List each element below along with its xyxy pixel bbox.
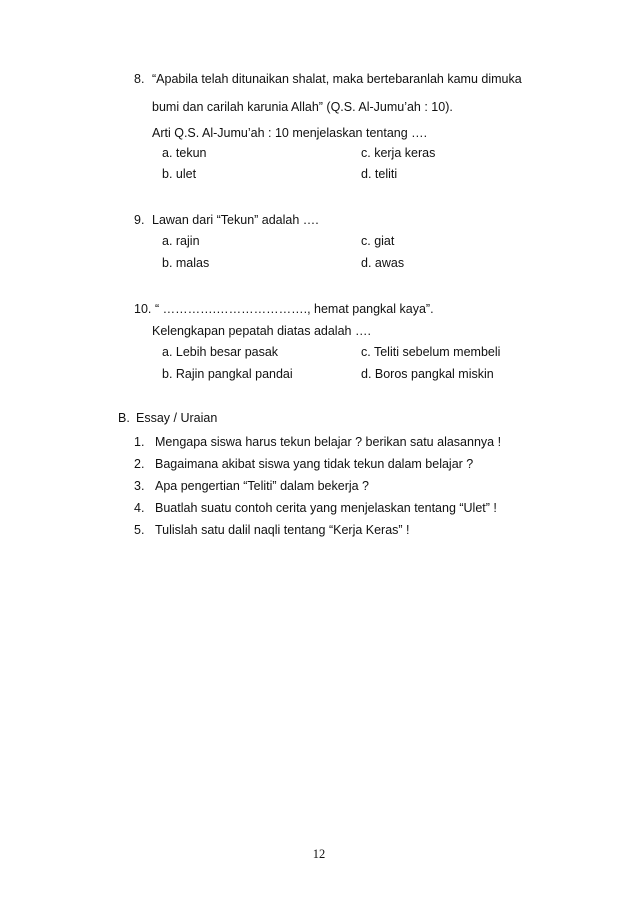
essay-item-4-text: Buatlah suatu contoh cerita yang menjelaskan tentang “Ulet” !: [155, 501, 497, 515]
q10-line-2: Kelengkapan pepatah diatas adalah ….: [152, 324, 371, 338]
q9-number: 9.: [134, 213, 145, 227]
essay-item-3-number: 3.: [134, 479, 145, 493]
q8-line-2: bumi dan carilah karunia Allah” (Q.S. Al-Jumu’ah : 10).: [152, 100, 453, 114]
q9-option-b: b. malas: [162, 256, 210, 270]
q8-line-1: “Apabila telah ditunaikan shalat, maka bertebaranlah kamu dimuka: [152, 72, 522, 86]
q8-option-d: d. teliti: [361, 167, 398, 181]
q9-option-d: d. awas: [361, 256, 405, 270]
essay-item-5-number: 5.: [134, 523, 145, 537]
q10-option-d: d. Boros pangkal miskin: [361, 367, 494, 381]
essay-item-1-number: 1.: [134, 435, 145, 449]
essay-item-4-number: 4.: [134, 501, 145, 515]
page-number: 12: [312, 847, 326, 861]
essay-item-2-text: Bagaimana akibat siswa yang tidak tekun dalam belajar ?: [155, 457, 474, 471]
essay-item-3-text: Apa pengertian “Teliti” dalam bekerja ?: [155, 479, 370, 493]
q8-option-a: a. tekun: [162, 146, 207, 160]
essay-item-2-number: 2.: [134, 457, 145, 471]
q8-line-3: Arti Q.S. Al-Jumu’ah : 10 menjelaskan tentang ….: [152, 126, 428, 140]
q8-option-c: c. kerja keras: [361, 146, 436, 160]
essay-item-1-text: Mengapa siswa harus tekun belajar ? berikan satu alasannya !: [155, 435, 502, 449]
essay-item-5-text: Tulislah satu dalil naqli tentang “Kerja Keras” !: [155, 523, 410, 537]
essay-section-letter: B.: [118, 411, 130, 425]
q8-option-b: b. ulet: [162, 167, 197, 181]
q10-option-b: b. Rajin pangkal pandai: [162, 367, 293, 381]
q8-number: 8.: [134, 72, 145, 86]
q10-line-1: “ ………….…………………., hemat pangkal kaya”.: [155, 302, 434, 316]
q9-option-c: c. giat: [361, 234, 395, 248]
q10-option-a: a. Lebih besar pasak: [162, 345, 279, 359]
q10-number: 10.: [134, 302, 152, 316]
q10-option-c: c. Teliti sebelum membeli: [361, 345, 501, 359]
essay-section-title: Essay / Uraian: [136, 411, 218, 425]
q9-option-a: a. rajin: [162, 234, 200, 248]
q9-question: Lawan dari “Tekun” adalah ….: [152, 213, 319, 227]
